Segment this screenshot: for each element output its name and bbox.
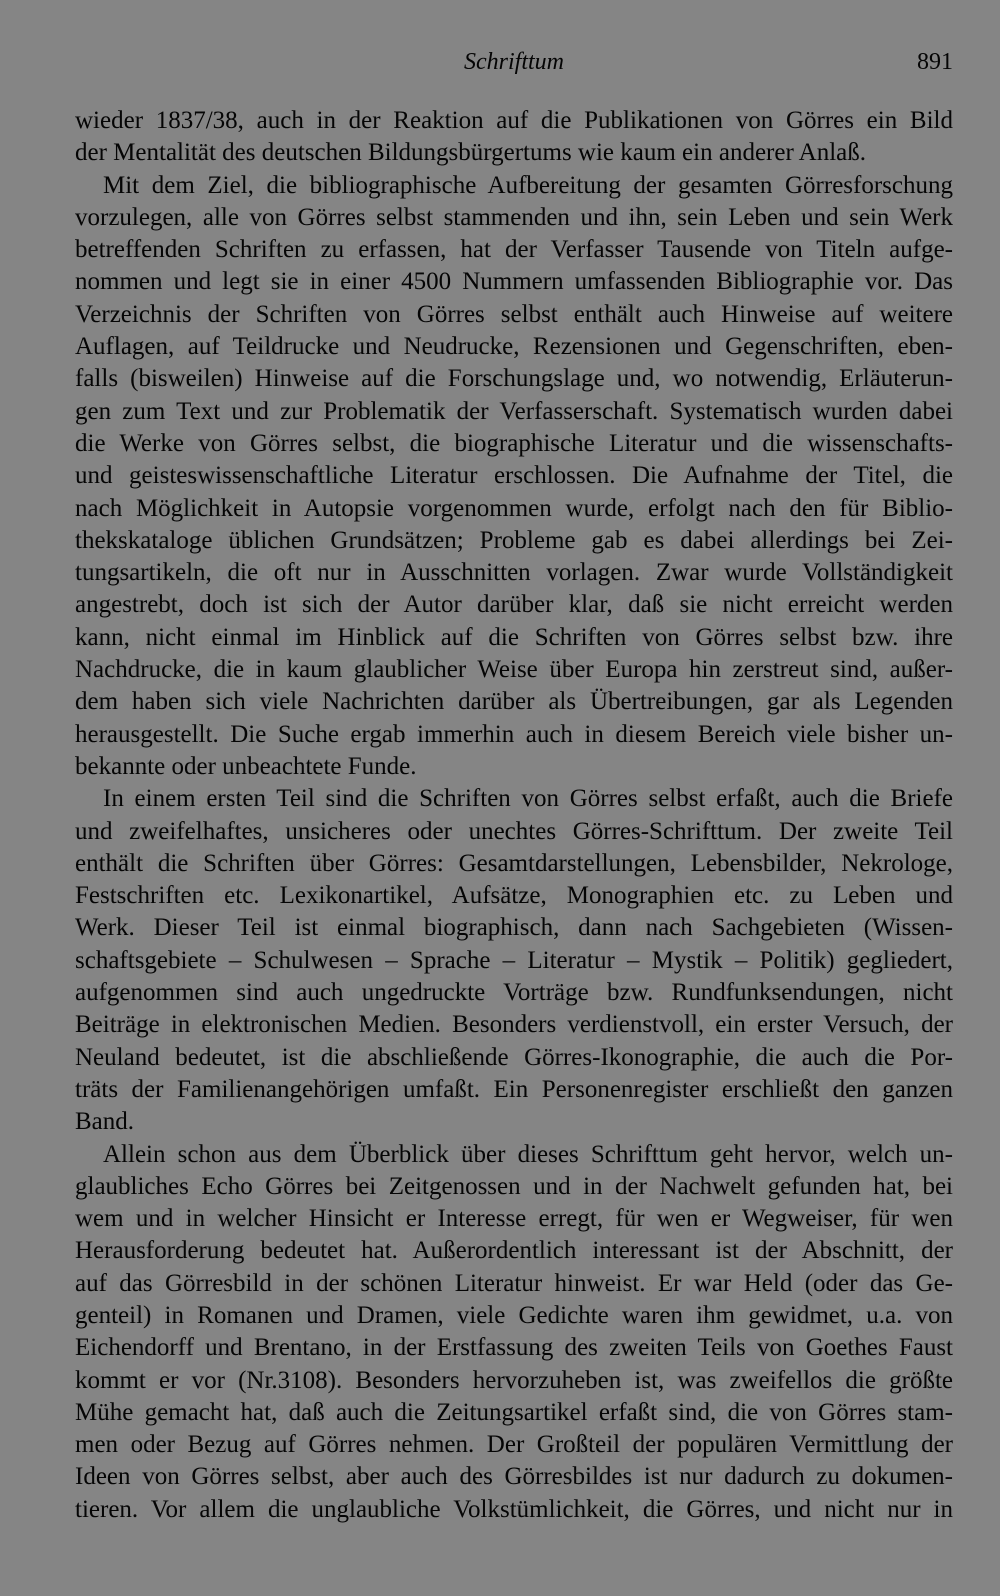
text-line: aufgenommen sind auch ungedruckte Vorträge bzw. Rundfunksendungen, nicht xyxy=(75,979,953,1007)
text-line: Verzeichnis der Schriften von Görres selbst enthält auch Hinweise auf weitere xyxy=(75,300,953,328)
running-title: Schrifttum xyxy=(464,49,564,75)
text-line: Nachdrucke, die in kaum glaublicher Weise über Europa hin zerstreut sind, außer- xyxy=(75,656,953,684)
page-header xyxy=(75,44,953,80)
text-line: der Mentalität des deutschen Bildungsbürgertums wie kaum ein anderer Anlaß. xyxy=(75,139,867,167)
text-line: die Werke von Görres selbst, die biographische Literatur und die wissenschafts- xyxy=(75,429,953,457)
text-line: wem und in welcher Hinsicht er Interesse erregt, für wen er Wegweiser, für wen xyxy=(75,1205,953,1233)
text-line: Neuland bedeutet, ist die abschließende Görres-Ikonographie, die auch die Por- xyxy=(75,1043,953,1071)
text-line: In einem ersten Teil sind die Schriften von Görres selbst erfaßt, auch die Briefe xyxy=(103,785,953,813)
text-line: tieren. Vor allem die unglaubliche Volkstümlichkeit, die Görres, und nicht nur in xyxy=(75,1495,953,1523)
text-line: träts der Familienangehörigen umfaßt. Ein Personenregister erschließt den ganzen xyxy=(75,1075,953,1103)
text-line: vorzulegen, alle von Görres selbst stammenden und ihn, sein Leben und sein Werk xyxy=(75,203,953,231)
text-line: angestrebt, doch ist sich der Autor darüber klar, daß sie nicht erreicht werden xyxy=(75,591,953,619)
text-line: Festschriften etc. Lexikonartikel, Aufsätze, Monographien etc. zu Leben und xyxy=(75,882,953,910)
text-line: kann, nicht einmal im Hinblick auf die Schriften von Görres selbst bzw. ihre xyxy=(75,623,953,651)
text-line: Mühe gemacht hat, daß auch die Zeitungsartikel erfaßt sind, die von Görres stam- xyxy=(75,1398,953,1426)
text-line: genteil) in Romanen und Dramen, viele Gedichte waren ihm gewidmet, u.a. von xyxy=(75,1301,953,1329)
text-line: betreffenden Schriften zu erfassen, hat der Verfasser Tausende von Titeln aufge- xyxy=(75,236,953,264)
text-line: bekannte oder unbeachtete Funde. xyxy=(75,752,417,780)
text-line: nommen und legt sie in einer 4500 Nummern umfassenden Bibliographie vor. Das xyxy=(75,268,953,296)
text-line: schaftsgebiete – Schulwesen – Sprache – Literatur – Mystik – Politik) gegliedert, xyxy=(75,946,953,974)
text-line: kommt er vor (Nr.3108). Besonders hervorzuheben ist, was zweifellos die größte xyxy=(75,1366,953,1394)
text-line: wieder 1837/38, auch in der Reaktion auf die Publikationen von Görres ein Bild xyxy=(75,107,953,134)
text-line: nach Möglichkeit in Autopsie vorgenommen wurde, erfolgt nach den für Biblio- xyxy=(75,494,953,522)
text-line: Werk. Dieser Teil ist einmal biographisch, dann nach Sachgebieten (Wissen- xyxy=(75,914,953,942)
text-line: Mit dem Ziel, die bibliographische Aufbereitung der gesamten Görresforschung xyxy=(103,171,953,199)
text-line: Herausforderung bedeutet hat. Außerordentlich interessant ist der Abschnitt, der xyxy=(75,1237,953,1265)
text-line: dem haben sich viele Nachrichten darüber als Übertreibungen, gar als Legenden xyxy=(75,688,953,716)
paragraph xyxy=(75,170,953,784)
text-line: thekskataloge üblichen Grundsätzen; Probleme gab es dabei allerdings bei Zei- xyxy=(75,526,953,554)
text-line: Beiträge in elektronischen Medien. Besonders verdienstvoll, ein erster Versuch, der xyxy=(75,1011,953,1039)
text-line: men oder Bezug auf Görres nehmen. Der Großteil der populären Vermittlung der xyxy=(75,1431,953,1459)
body-text xyxy=(75,105,953,1526)
paragraph xyxy=(75,105,953,170)
text-line: auf das Görresbild in der schönen Literatur hinweist. Er war Held (oder das Ge- xyxy=(75,1269,953,1297)
text-line: Band. xyxy=(75,1108,135,1136)
text-line: tungsartikeln, die oft nur in Ausschnitten vorlagen. Zwar wurde Vollständigkeit xyxy=(75,559,953,587)
paragraph xyxy=(75,783,953,1138)
text-line: herausgestellt. Die Suche ergab immerhin auch in diesem Bereich viele bisher un- xyxy=(75,720,953,748)
page-number: 891 xyxy=(917,49,953,75)
text-line: Ideen von Görres selbst, aber auch des Görresbildes ist nur dadurch zu dokumen- xyxy=(75,1463,953,1491)
text-line: Eichendorff und Brentano, in der Erstfassung des zweiten Teils von Goethes Faust xyxy=(75,1334,953,1362)
text-line: gen zum Text und zur Problematik der Verfasserschaft. Systematisch wurden dabei xyxy=(75,397,953,425)
text-line: und zweifelhaftes, unsicheres oder unechtes Görres-Schrifttum. Der zweite Teil xyxy=(75,817,953,845)
text-line: und geisteswissenschaftliche Literatur erschlossen. Die Aufnahme der Titel, die xyxy=(75,462,953,490)
paragraph xyxy=(75,1139,953,1527)
text-line: glaubliches Echo Görres bei Zeitgenossen und in der Nachwelt gefunden hat, bei xyxy=(75,1172,953,1200)
text-line: falls (bisweilen) Hinweise auf die Forschungslage und, wo notwendig, Erläuterun- xyxy=(75,365,953,393)
text-line: Auflagen, auf Teildrucke und Neudrucke, Rezensionen und Gegenschriften, eben- xyxy=(75,333,953,361)
text-line: Allein schon aus dem Überblick über dieses Schrifttum geht hervor, welch un- xyxy=(103,1140,953,1168)
text-line: enthält die Schriften über Görres: Gesamtdarstellungen, Lebensbilder, Nekrologe, xyxy=(75,849,953,877)
